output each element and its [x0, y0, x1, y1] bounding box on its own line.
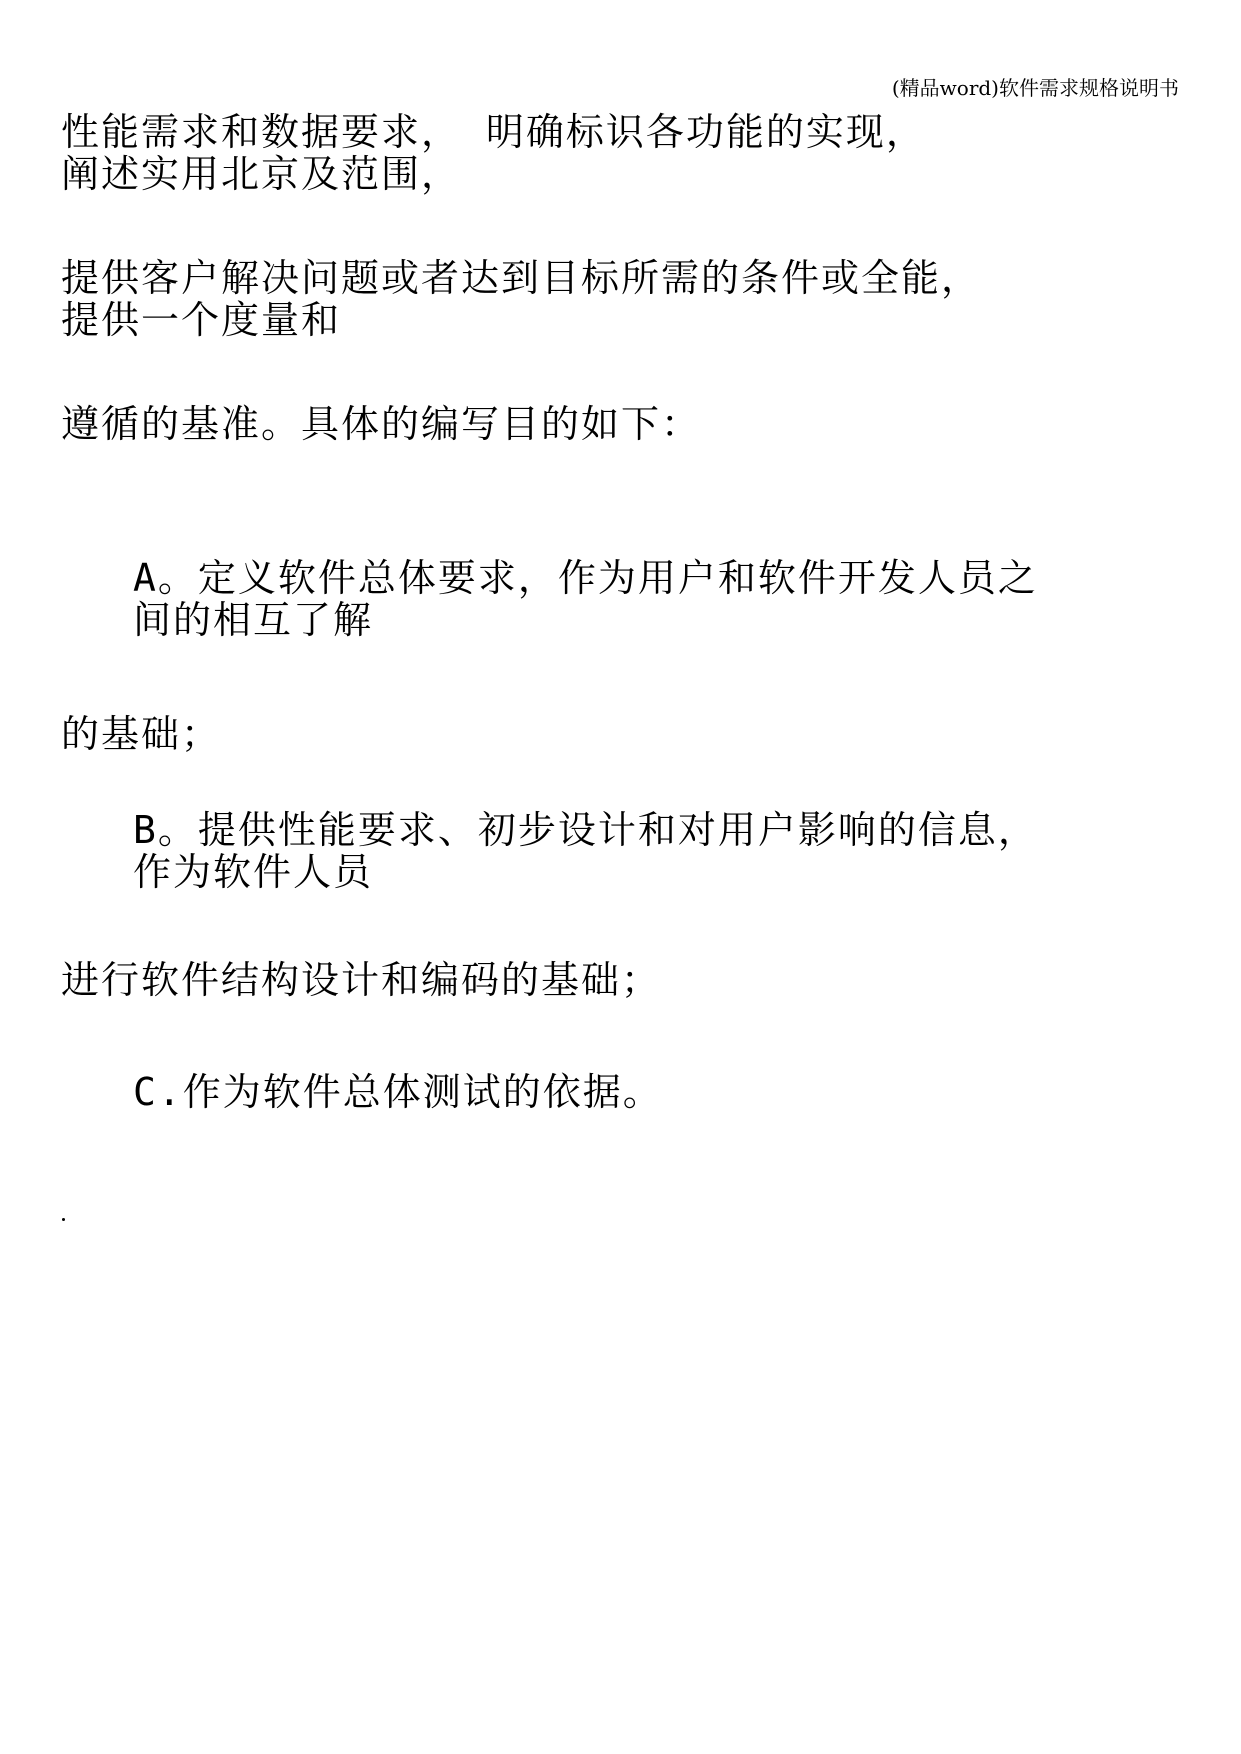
paragraph-line: 遵循的基准。具体的编写目的如下：	[61, 402, 702, 446]
running-header: (精品word)软件需求规格说明书	[891, 76, 1179, 100]
paragraph-line: 阐述实用北京及范围，	[61, 152, 462, 196]
list-item-b-continuation: 进行软件结构设计和编码的基础；	[61, 958, 662, 1002]
list-item-b: B。提供性能要求、初步设计和对用户影响的信息，	[133, 808, 1038, 852]
list-item-a: A。定义软件总体要求，作为用户和软件开发人员之	[133, 556, 1038, 600]
paragraph-line: 提供一个度量和	[61, 298, 342, 342]
list-item-a: 间的相互了解	[133, 598, 374, 642]
footer-dot	[62, 1218, 65, 1221]
paragraph-line: 性能需求和数据要求， 明确标识各功能的实现，	[61, 110, 926, 154]
paragraph-line: 提供客户解决问题或者达到目标所需的条件或全能，	[61, 256, 982, 300]
list-item-c: C.作为软件总体测试的依据。	[133, 1070, 663, 1114]
list-item-a-continuation: 的基础；	[61, 712, 222, 756]
list-item-b: 作为软件人员	[133, 850, 374, 894]
